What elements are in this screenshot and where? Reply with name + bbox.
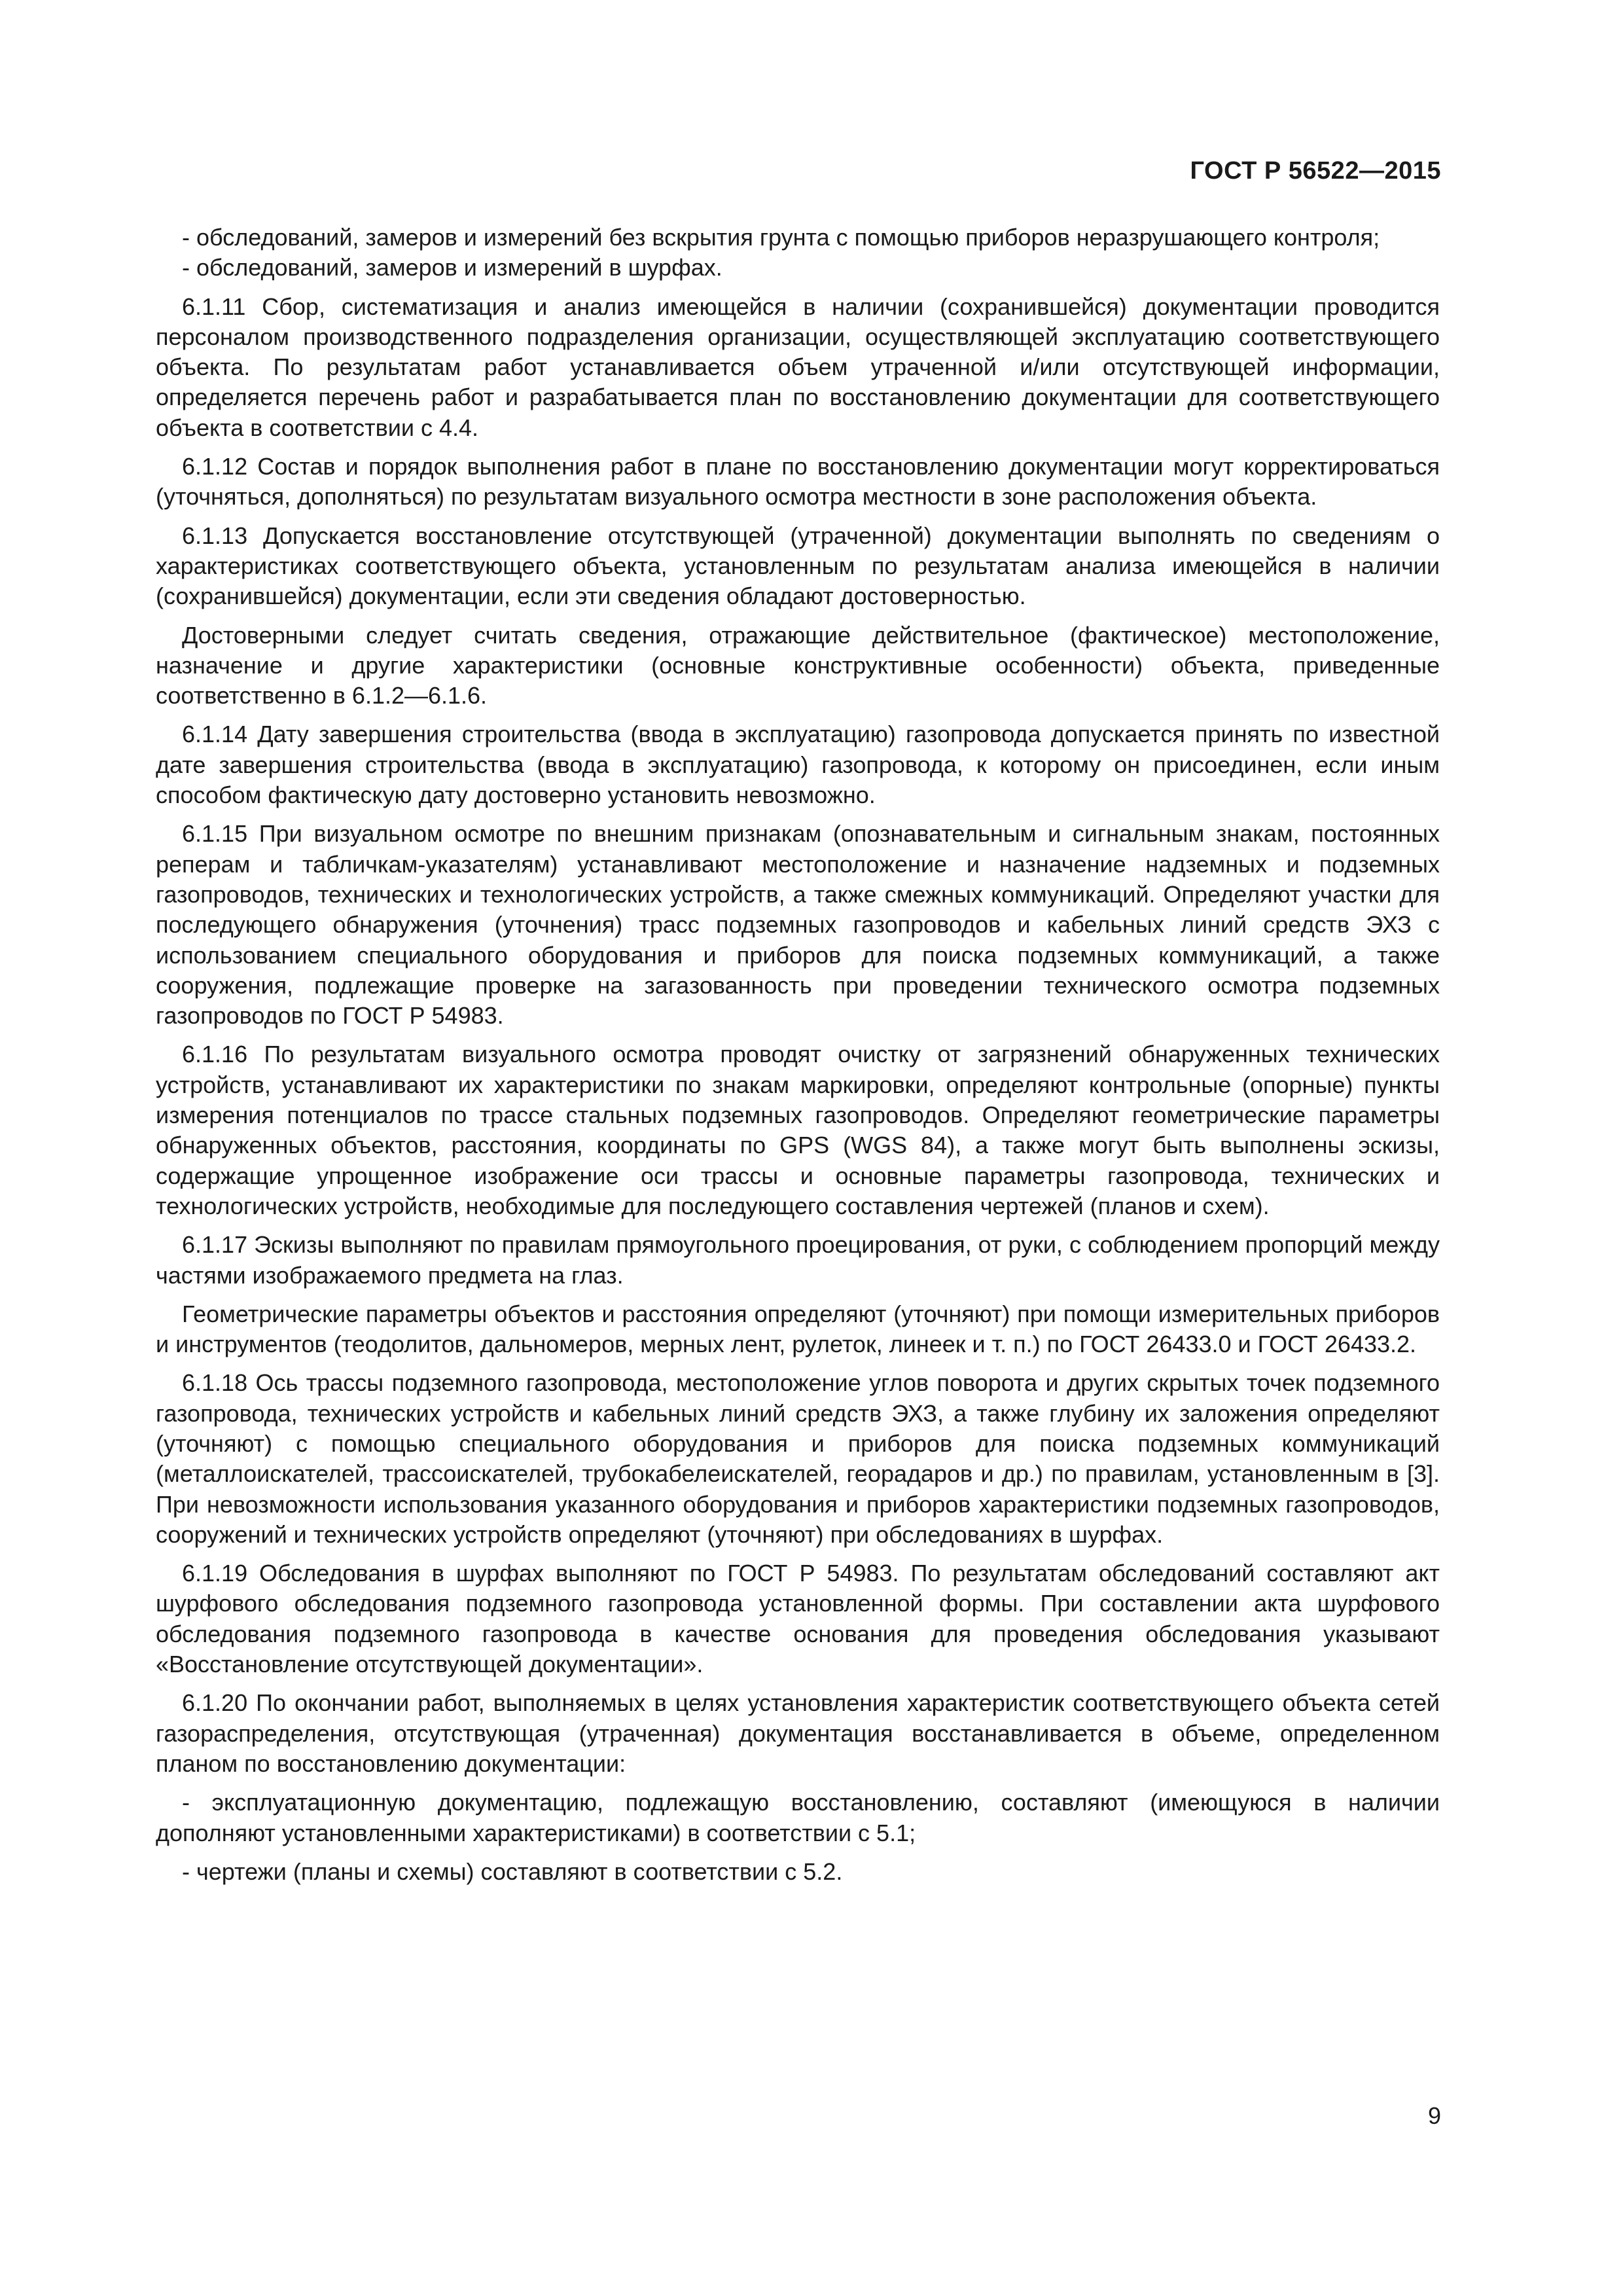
document-body <box>156 223 1440 1887</box>
paragraph: 6.1.20 По окончании работ, выполняемых в целях установления характеристик соответствующего объекта сетей газораспределения, отсутствующая (утраченная) документация восстанавливается в объеме, определенном планом по восстановлению документации: <box>156 1689 1440 1777</box>
paragraph: Геометрические параметры объектов и расстояния определяют (уточняют) при помощи измерительных приборов и инструментов (теодолитов, дальномеров, мерных лент, рулеток, линеек и т. п.) по ГОСТ 26433.0 и ГОСТ 26433.2. <box>156 1300 1440 1358</box>
paragraph: - обследований, замеров и измерений без вскрытия грунта с помощью приборов неразрушающего контроля; <box>182 224 1380 251</box>
page-number: 9 <box>1427 2102 1441 2129</box>
paragraph: 6.1.11 Сбор, систематизация и анализ имеющейся в наличии (сохранившейся) документации проводится персоналом производственного подразделения организации, осуществляющей эксплуатацию соответствующего объекта. По результатам работ устанавливается объем утраченной и/или отсутствующей информации, определяется перечень работ и разрабатывается план по восстановлению документации для соответствующего объекта в соответствии с 4.4. <box>156 293 1440 441</box>
paragraph: 6.1.18 Ось трассы подземного газопровода, местоположение углов поворота и других скрытых точек подземного газопровода, технических устройств и кабельных линий средств ЭХЗ, а также глубину их заложения определяют (уточняют) с помощью специального оборудования и приборов для поиска подземных коммуникаций (металлоискателей, трассоискателей, трубокабелеискателей, георадаров и др.) по правилам, установленным в [3]. При невозможности использования указанного оборудования и приборов характеристики подземных газопроводов, сооружений и технических устройств определяют (уточняют) при обследованиях в шурфах. <box>156 1369 1440 1548</box>
paragraph: 6.1.16 По результатам визуального осмотра проводят очистку от загрязнений обнаруженных технических устройств, устанавливают их характеристики по знакам маркировки, определяют контрольные (опорные) пункты измерения потенциалов по трассе стальных подземных газопроводов. Определяют геометрические параметры обнаруженных объектов, расстояния, координаты по GPS (WGS 84), а также могут быть выполнены эскизы, содержащие упрощенное изображение оси трассы и основные параметры газопровода, технических и технологических устройств, необходимые для последующего составления чертежей (планов и схем). <box>156 1041 1440 1219</box>
paragraph: 6.1.15 При визуальном осмотре по внешним признакам (опознавательным и сигнальным знакам, постоянных реперам и табличкам-указателям) устанавливают местоположение и назначение надземных и подземных газопроводов, технических и технологических устройств, а также смежных коммуникаций. Определяют участки для последующего обнаружения (уточнения) трасс подземных газопроводов и кабельных линий средств ЭХЗ с использованием специального оборудования и приборов для поиска подземных коммуникаций, а также сооружения, подлежащие проверке на загазованность при проведении технического осмотра подземных газопроводов по ГОСТ Р 54983. <box>156 820 1440 1030</box>
paragraph: 6.1.12 Состав и порядок выполнения работ в плане по восстановлению документации могут корректироваться (уточняться, дополняться) по результатам визуального осмотра местности в зоне расположения объекта. <box>156 453 1440 511</box>
document-header: ГОСТ Р 56522—2015 <box>1190 157 1441 185</box>
paragraph: - чертежи (планы и схемы) составляют в соответствии с 5.2. <box>182 1857 843 1885</box>
paragraph: 6.1.14 Дату завершения строительства (ввода в эксплуатацию) газопровода допускается принять по известной дате завершения строительства (ввода в эксплуатацию) газопровода, к которому он присоединен, если иным способом фактическую дату достоверно установить невозможно. <box>156 721 1440 809</box>
paragraph: - обследований, замеров и измерений в шурфах. <box>182 254 722 281</box>
paragraph: - эксплуатационную документацию, подлежащую восстановлению, составляют (имеющуюся в наличии дополняют установленными характеристиками) в соответствии с 5.1; <box>156 1789 1440 1846</box>
paragraph: Достоверными следует считать сведения, отражающие действительное (фактическое) местоположение, назначение и другие характеристики (основные конструктивные особенности) объекта, приведенные соответственно в 6.1.2—6.1.6. <box>156 621 1440 709</box>
paragraph: 6.1.13 Допускается восстановление отсутствующей (утраченной) документации выполнять по сведениям о характеристиках соответствующего объекта, установленным по результатам анализа имеющейся в наличии (сохранившейся) документации, если эти сведения обладают достоверностью. <box>156 522 1440 610</box>
paragraph: 6.1.17 Эскизы выполняют по правилам прямоугольного проецирования, от руки, с соблюдением пропорций между частями изображаемого предмета на глаз. <box>156 1231 1440 1289</box>
paragraph: 6.1.19 Обследования в шурфах выполняют по ГОСТ Р 54983. По результатам обследований составляют акт шурфового обследования подземного газопровода установленной формы. При составлении акта шурфового обследования подземного газопровода в качестве основания для проведения обследования указывают «Восстановление отсутствующей документации». <box>156 1560 1440 1678</box>
